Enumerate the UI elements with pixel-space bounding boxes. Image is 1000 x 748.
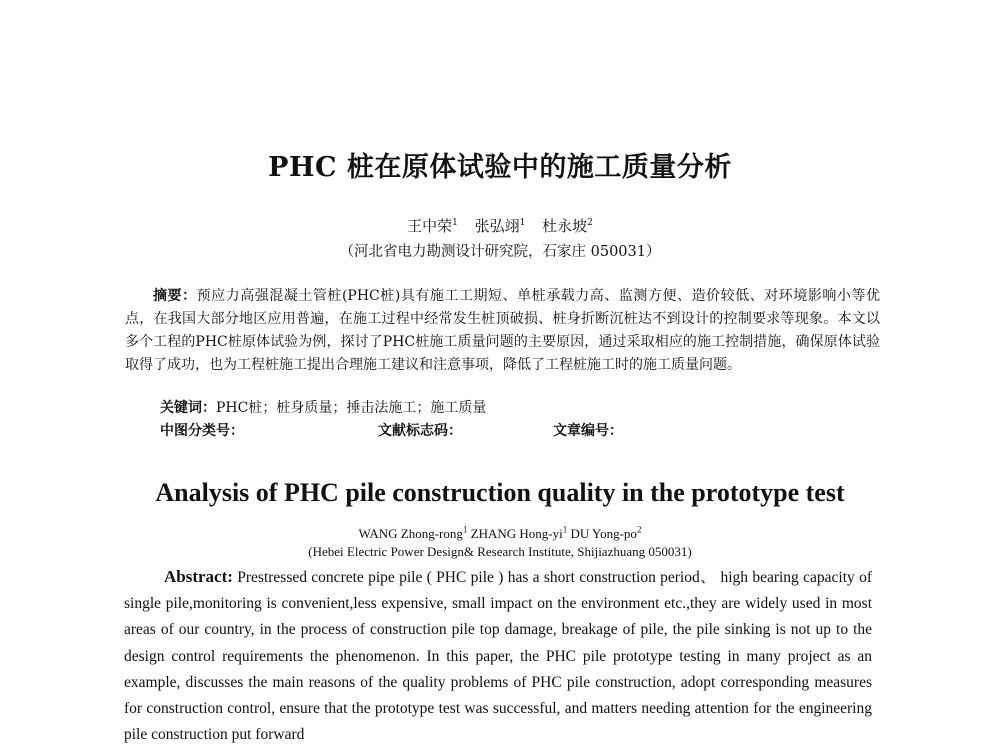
abstract-text-english: Prestressed concrete pipe pile ( PHC pile ) has a short construction period、 high bearing capacity of single pile,monitoring is convenient,less expensive, small impact on the environment etc.,they are widely used in most areas of our country, in the process of construction pile top damage, breakage of pile, the pile sinking is not up to the design control requirements the phenomenon. In this paper, the PHC pile prototype testing in many project as an example, discusses the main reasons of the quality problems of PHC pile construction, adopt corresponding measures for construction control, ensure that the prototype test was successful, and matters needing attention for the engineering pile construction put forward [124, 569, 872, 744]
abstract-text-chinese: 预应力高强混凝土管桩(PHC桩)具有施工工期短、单桩承载力高、监测方便、造价较低、对环境影响小等优点，在我国大部分地区应用普遍，在施工过程中经常发生桩顶破损、桩身折断沉桩达不到设计的控制要求等现象。本文以多个工程的PHC桩原体试验为例，探讨了PHC桩施工质量问题的主要原因，通过采取相应的施工控制措施，确保原体试验取得了成功，也为工程桩施工提出合理施工建议和注意事项，降低了工程桩施工时的施工质量问题。 [125, 288, 880, 373]
abstract-label-chinese: 摘要： [153, 288, 197, 304]
author-list-chinese [0, 215, 1000, 236]
abstract-english [124, 564, 872, 748]
paper-title-chinese: PHC 桩在原体试验中的施工质量分析 [268, 152, 732, 183]
author-english: WANG Zhong-rong$^1$ [358, 525, 468, 542]
abstract-chinese [125, 285, 880, 377]
document-code-label: 文献标志码： [378, 423, 462, 439]
keywords-text-chinese: PHC桩；桩身质量；捶击法施工；施工质量 [216, 400, 487, 416]
keywords-chinese [160, 397, 486, 417]
author-english: DU Yong-$po^2$ [570, 525, 642, 542]
classification-row [160, 420, 623, 440]
clc-number-label: 中图分类号： [160, 423, 244, 439]
author-english: ZHANG Hong-$yi^1$ [470, 525, 568, 542]
author-chinese: 张弘翊$^1$ [474, 217, 526, 235]
abstract-label-english: Abstract: [164, 567, 233, 586]
author-chinese: 杜永坡$^2$ [542, 217, 593, 235]
keywords-label-chinese: 关键词： [160, 400, 216, 416]
affiliation-chinese: （河北省电力勘测设计研究院，石家庄 050031） [339, 244, 661, 260]
author-list-english [0, 525, 1000, 542]
article-number-label: 文章编号： [553, 423, 623, 439]
affiliation-english: (Hebei Electric Power Design& Research Institute, Shijiazhuang 050031) [308, 544, 692, 559]
paper-title-english: Analysis of PHC pile construction quality in the prototype test [155, 478, 845, 507]
author-chinese: 王中荣$^1$ [407, 217, 458, 235]
